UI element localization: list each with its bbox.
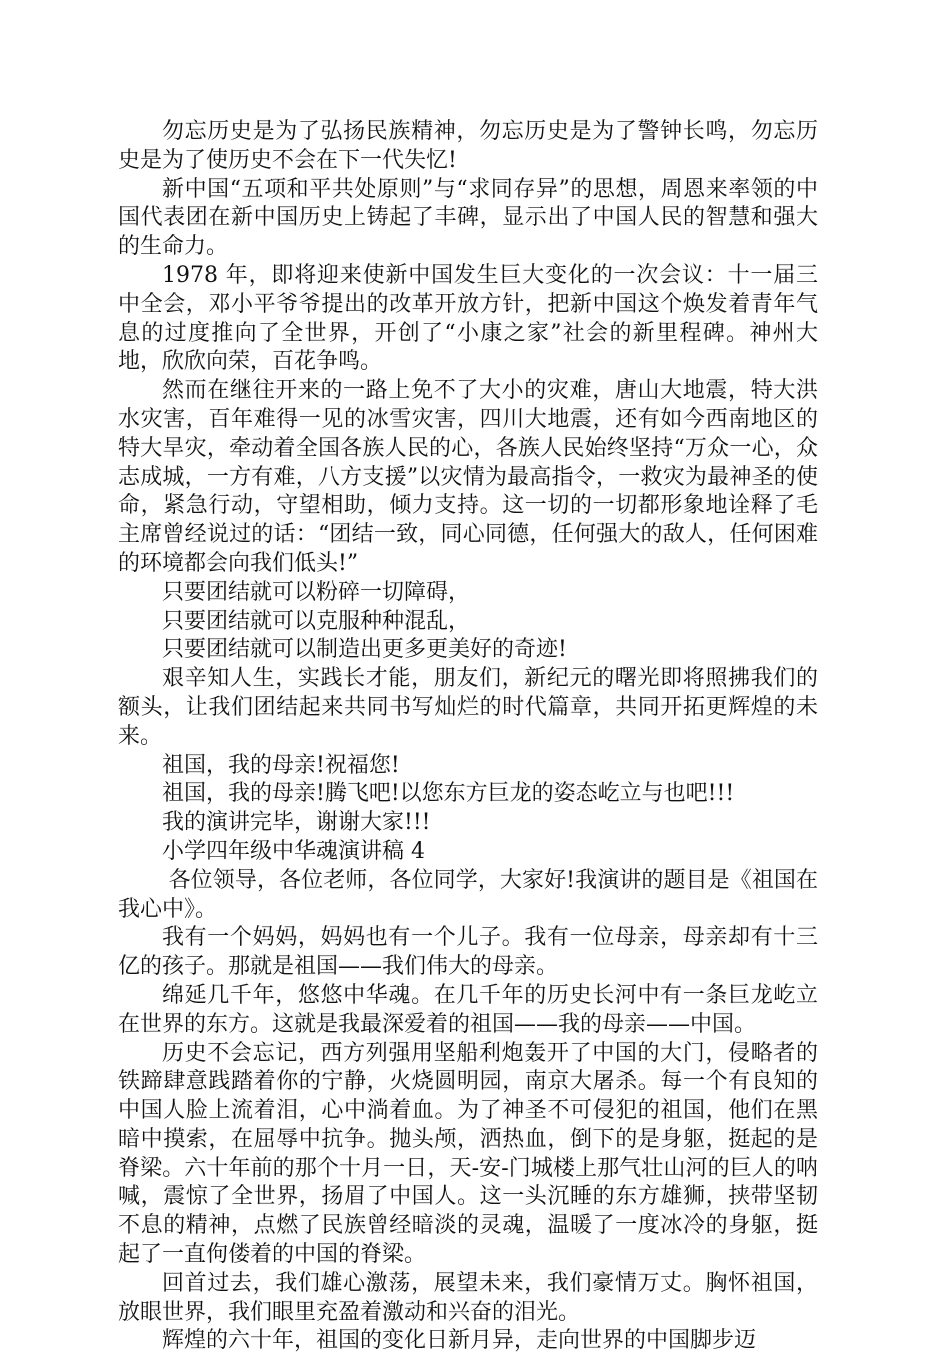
paragraph: 历史不会忘记，西方列强用坚船利炮轰开了中国的大门，侵略者的铁蹄肆意践踏着你的宁静，火烧圆明园，南京大屠杀。每一个有良知的中国人脸上流着泪，心中淌着血。为了神圣不可侵犯的祖国，他们在黑暗中摸索，在屈辱中抗争。抛头颅，洒热血，倒下的是身躯，挺起的是脊梁。六十年前的那个十月一日，天-安-门城楼上那气壮山河的巨人的呐喊，震惊了全世界，扬眉了中国人。这一头沉睡的东方雄狮，挟带坚韧不息的精神，点燃了民族曾经暗淡的灵魂，温暖了一度冰冷的身躯，挺起了一直佝偻着的中国的脊梁。 [118, 1040, 818, 1268]
paragraph: 然而在继往开来的一路上免不了大小的灾难，唐山大地震，特大洪水灾害，百年难得一见的冰雪灾害，四川大地震，还有如今西南地区的特大旱灾，牵动着全国各族人民的心，各族人民始终坚持“万众一心，众志成城，一方有难，八方支援”以灾情为最高指令，一救灾为最神圣的使命，紧急行动，守望相助，倾力支持。这一切的一切都形象地诠释了毛主席曾经说过的话：“团结一致，同心同德，任何强大的敌人，任何困难的环境都会向我们低头!” [118, 378, 818, 576]
paragraph: 艰辛知人生，实践长才能，朋友们，新纪元的曙光即将照拂我们的额头，让我们团结起来共同书写灿烂的时代篇章，共同开拓更辉煌的未来。 [118, 666, 818, 749]
paragraph: 我有一个妈妈，妈妈也有一个儿子。我有一位母亲，母亲却有十三亿的孩子。那就是祖国——我们伟大的母亲。 [118, 925, 818, 980]
paragraph: 祖国，我的母亲!腾飞吧!以您东方巨龙的姿态屹立与也吧!!! [162, 781, 735, 807]
paragraph: 辉煌的六十年，祖国的变化日新月异，走向世界的中国脚步迈 [162, 1328, 757, 1354]
paragraph: 绵延几千年，悠悠中华魂。在几千年的历史长河中有一条巨龙屹立在世界的东方。这就是我最深爱着的祖国——我的母亲——中国。 [118, 982, 818, 1037]
paragraph: 祖国，我的母亲!祝福您! [162, 752, 400, 778]
paragraph: 只要团结就可以制造出更多更美好的奇迹! [162, 637, 567, 663]
paragraph: 各位领导，各位老师，各位同学，大家好!我演讲的题目是《祖国在我心中》。 [118, 867, 818, 922]
paragraph: 新中国“五项和平共处原则”与“求同存异”的思想，周恩来率领的中国代表团在新中国历史上铸起了丰碑，显示出了中国人民的智慧和强大的生命力。 [118, 176, 818, 260]
section-heading: 小学四年级中华魂演讲稿 4 [162, 838, 425, 864]
paragraph: 1978 年，即将迎来使新中国发生巨大变化的一次会议：十一届三中全会，邓小平爷爷提出的改革开放方针，把新中国这个焕发着青年气息的过度推向了全世界，开创了“小康之家”社会的新里程碑。神州大地，欣欣向荣，百花争鸣。 [118, 262, 818, 375]
paragraph: 勿忘历史是为了弘扬民族精神，勿忘历史是为了警钟长鸣，勿忘历史是为了使历史不会在下一代失忆! [118, 119, 818, 173]
paragraph: 我的演讲完毕，谢谢大家!!! [162, 810, 431, 836]
paragraph: 只要团结就可以克服种种混乱， [162, 608, 471, 634]
paragraph: 回首过去，我们雄心激荡，展望未来，我们豪情万丈。胸怀祖国，放眼世界，我们眼里充盈着激动和兴奋的泪光。 [118, 1270, 818, 1325]
paragraph: 只要团结就可以粉碎一切障碍， [162, 579, 471, 605]
speech-text-body [118, 118, 818, 1356]
